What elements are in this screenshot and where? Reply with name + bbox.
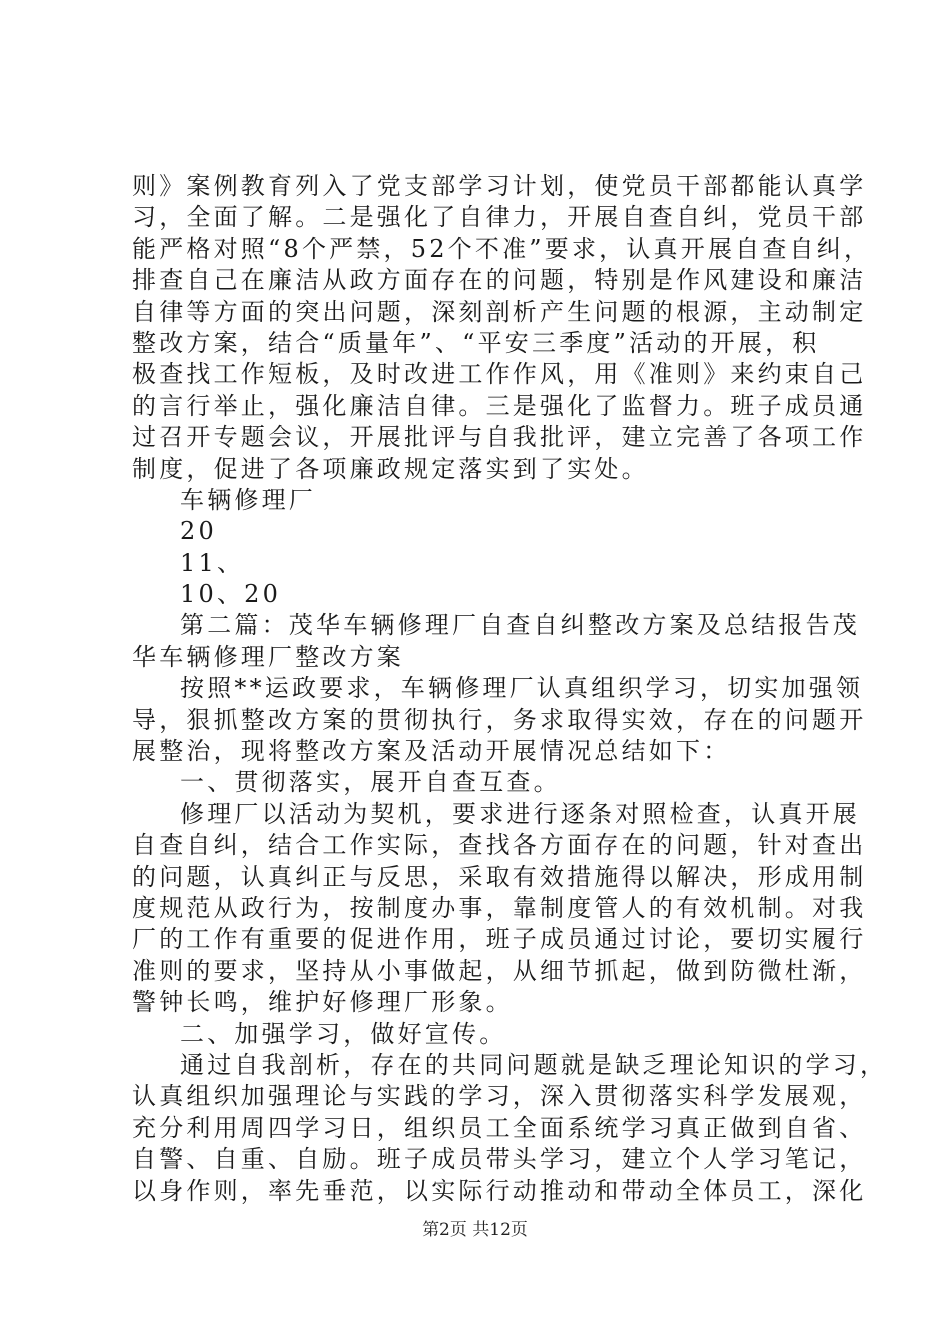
text-line: 按照**运政要求，车辆修理厂认真组织学习，切实加强领 bbox=[180, 674, 864, 703]
text-line: 厂的工作有重要的促进作用，班子成员通过讨论，要切实履行 bbox=[132, 925, 867, 954]
text-line: 的问题，认真纠正与反思，采取有效措施得以解决，形成用制 bbox=[132, 862, 867, 891]
text-line: 整改方案，结合“质量年”、“平安三季度”活动的开展，积 bbox=[132, 328, 820, 357]
text-line: 过召开专题会议，开展批评与自我批评，建立完善了各项工作 bbox=[132, 423, 867, 452]
text-line: 能严格对照“8个严禁，52个不准”要求，认真开展自查自纠， bbox=[132, 234, 872, 263]
text-line: 以身作则，率先垂范，以实际行动推动和带动全体员工，深化 bbox=[132, 1176, 867, 1205]
text-line: 排查自己在廉洁从政方面存在的问题，特别是作风建设和廉洁 bbox=[132, 266, 867, 295]
text-line: 展整治，现将整改方案及活动开展情况总结如下： bbox=[132, 737, 731, 766]
signature-date-part: 11、 bbox=[180, 548, 245, 577]
text-line: 自警、自重、自励。班子成员带头学习，建立个人学习笔记， bbox=[132, 1145, 867, 1174]
subheading: 二、加强学习，做好宣传。 bbox=[180, 1019, 507, 1048]
text-line: 自查自纠，结合工作实际，查找各方面存在的问题，针对查出 bbox=[132, 831, 867, 860]
document-body bbox=[132, 171, 888, 1207]
section-heading: 第二篇：茂华车辆修理厂自查自纠整改方案及总结报告茂 bbox=[180, 611, 860, 640]
signature-date-part: 10、20 bbox=[180, 580, 282, 609]
text-line: 极查找工作短板，及时改进工作作风，用《准则》来约束自己 bbox=[132, 360, 867, 389]
text-line: 度规范从政行为，按制度办事，靠制度管人的有效机制。对我 bbox=[132, 893, 867, 922]
text-line: 认真组织加强理论与实践的学习，深入贯彻落实科学发展观， bbox=[132, 1082, 867, 1111]
text-line: 的言行举止，强化廉洁自律。三是强化了监督力。班子成员通 bbox=[132, 391, 867, 420]
page-number: 第2页 共12页 bbox=[422, 1220, 528, 1240]
text-line: 准则的要求，坚持从小事做起，从细节抓起，做到防微杜渐， bbox=[132, 956, 867, 985]
text-line: 自律等方面的突出问题，深刻剖析产生问题的根源，主动制定 bbox=[132, 297, 867, 326]
section-heading-cont: 华车辆修理厂整改方案 bbox=[132, 642, 404, 671]
text-line: 通过自我剖析，存在的共同问题就是缺乏理论知识的学习， bbox=[180, 1050, 888, 1079]
text-line: 导，狠抓整改方案的贯彻执行，务求取得实效，存在的问题开 bbox=[132, 705, 867, 734]
page-footer bbox=[0, 1215, 950, 1240]
text-line: 习，全面了解。二是强化了自律力，开展自查自纠，党员干部 bbox=[132, 203, 867, 232]
signature-date-year: 20 bbox=[180, 517, 217, 546]
text-line: 充分利用周四学习日，组织员工全面系统学习真正做到自省、 bbox=[132, 1113, 867, 1142]
signature-org: 车辆修理厂 bbox=[180, 485, 316, 514]
text-line: 修理厂以活动为契机，要求进行逐条对照检查，认真开展 bbox=[180, 799, 860, 828]
subheading: 一、贯彻落实，展开自查互查。 bbox=[180, 768, 561, 797]
text-line: 制度，促进了各项廉政规定落实到了实处。 bbox=[132, 454, 649, 483]
text-line: 警钟长鸣，维护好修理厂形象。 bbox=[132, 988, 513, 1017]
text-line: 则》案例教育列入了党支部学习计划，使党员干部都能认真学 bbox=[132, 172, 867, 200]
